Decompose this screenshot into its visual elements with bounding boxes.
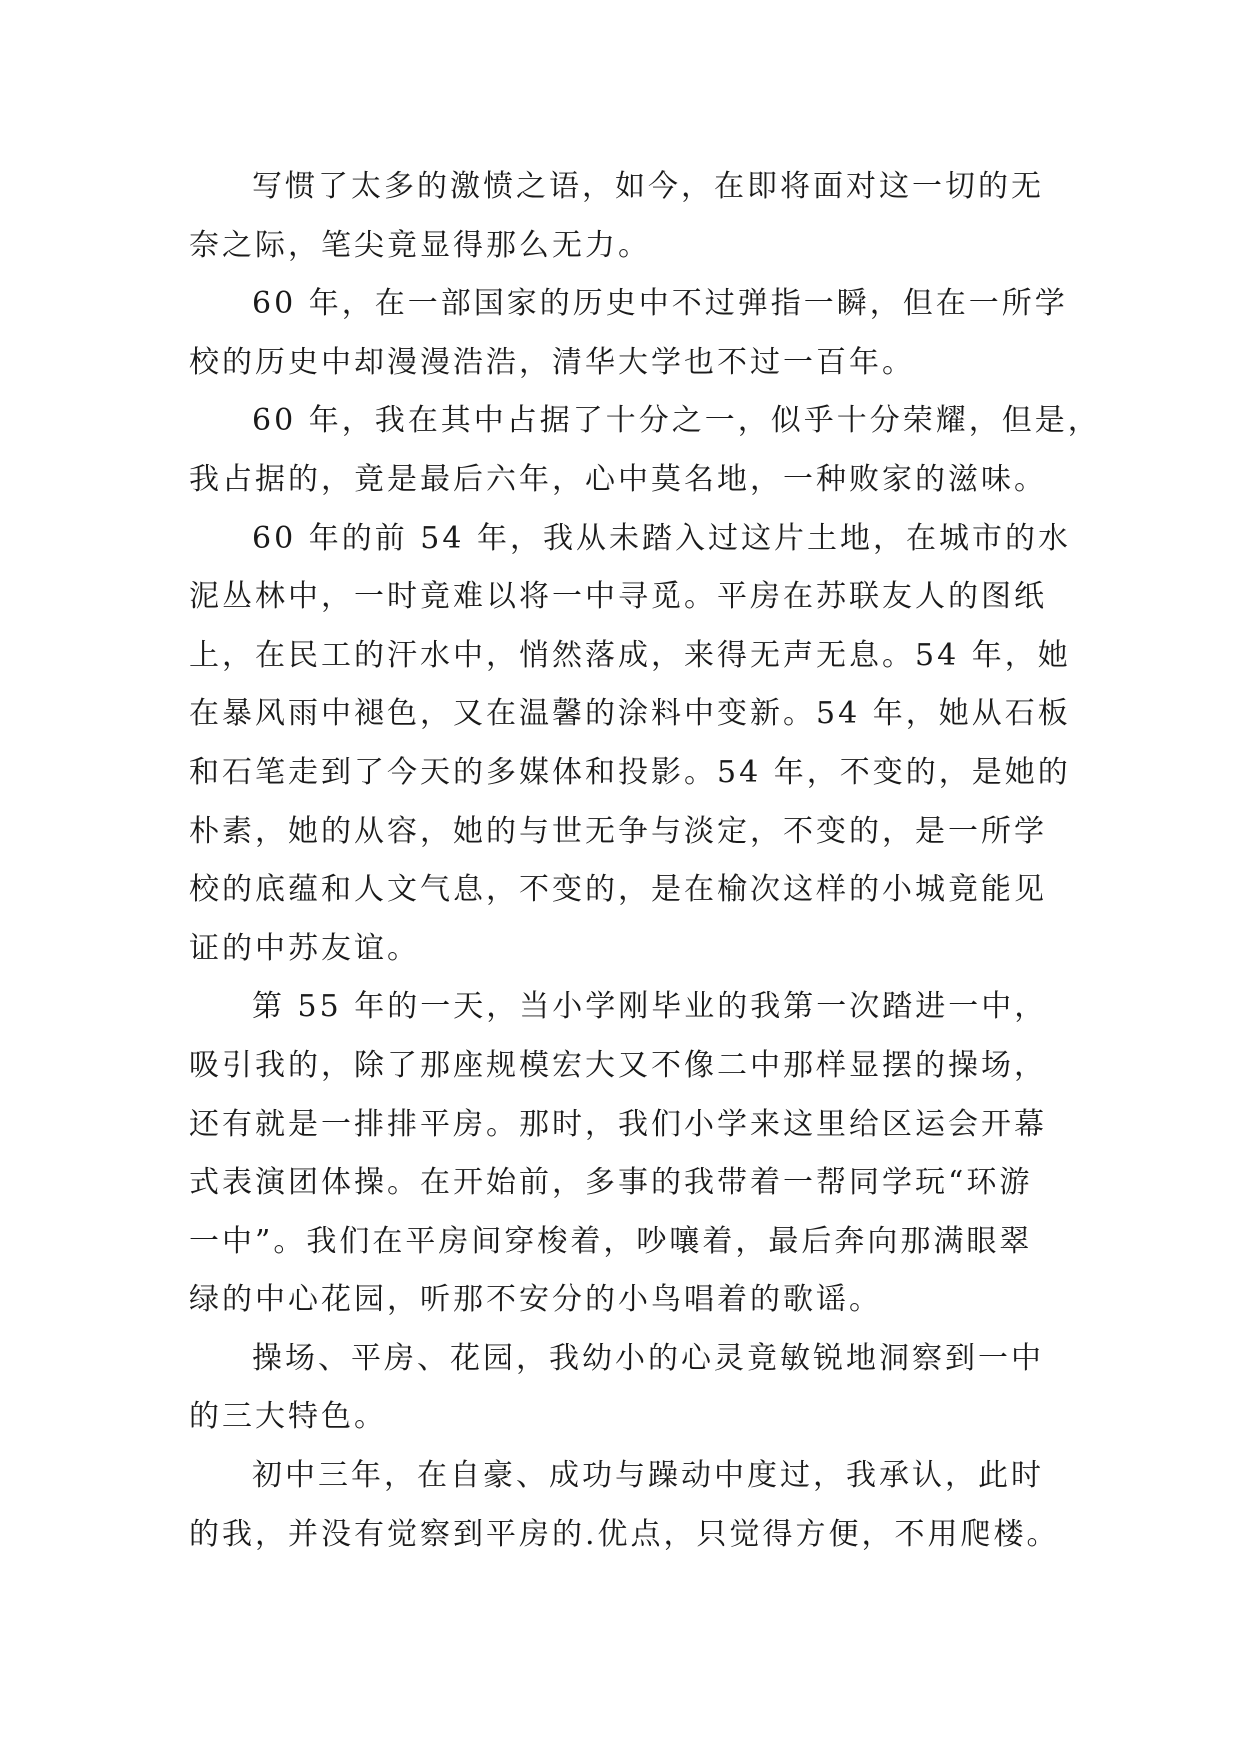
text-line: 在暴风雨中褪色，又在温馨的涂料中变新。54 年，她从石板 [189,696,1071,732]
paragraph-5 [189,978,1057,1330]
text-line: 初中三年，在自豪、成功与躁动中度过，我承认，此时 [252,1458,1044,1494]
text-line: 证的中苏友谊。 [189,930,420,966]
text-line: 的我，并没有觉察到平房的.优点，只觉得方便，不用爬楼。 [189,1516,1060,1552]
text-line: 校的历史中却漫漫浩浩，清华大学也不过一百年。 [189,344,915,380]
text-line: 式表演团体操。在开始前，多事的我带着一帮同学玩“环游 [189,1165,1033,1201]
text-line: 上，在民工的汗水中，悄然落成，来得无声无息。54 年，她 [189,637,1071,673]
text-line: 校的底蕴和人文气息，不变的，是在榆次这样的小城竟能见 [189,872,1047,908]
paragraph-6 [189,1330,1057,1447]
document-body [189,158,1101,1564]
text-line: 的三大特色。 [189,1399,387,1435]
paragraph-2 [189,275,1068,392]
text-line: 还有就是一排排平房。那时，我们小学来这里给区运会开幕 [189,1106,1047,1142]
text-line: 泥丛林中，一时竟难以将一中寻觅。平房在苏联友人的图纸 [189,579,1047,615]
paragraph-7 [189,1447,1060,1564]
text-line: 奈之际，笔尖竟显得那么无力。 [189,227,651,263]
text-line: 吸引我的，除了那座规模宏大又不像二中那样显摆的操场， [189,1047,1047,1083]
text-line: 写惯了太多的激愤之语，如今，在即将面对这一切的无 [252,169,1044,204]
text-line: 一中”。我们在平房间穿梭着，吵嚷着，最后奔向那满眼翠 [189,1223,1033,1259]
text-line: 朴素，她的从容，她的与世无争与淡定，不变的，是一所学 [189,813,1047,849]
text-line: 绿的中心花园，听那不安分的小鸟唱着的歌谣。 [189,1282,882,1318]
paragraph-4 [189,510,1071,979]
text-line: 操场、平房、花园，我幼小的心灵竟敏锐地洞察到一中 [252,1340,1044,1376]
text-line: 60 年，我在其中占据了十分之一，似乎十分荣耀，但是， [252,403,1101,439]
paragraph-1 [189,158,1057,275]
text-line: 60 年的前 54 年，我从未踏入过这片土地，在城市的水 [252,520,1071,556]
text-line: 和石笔走到了今天的多媒体和投影。54 年，不变的，是她的 [189,754,1071,790]
text-line: 60 年，在一部国家的历史中不过弹指一瞬，但在一所学 [252,286,1068,322]
text-line: 第 55 年的一天，当小学刚毕业的我第一次踏进一中， [252,989,1048,1025]
paragraph-3 [189,392,1101,509]
text-line: 我占据的，竟是最后六年，心中莫名地，一种败家的滋味。 [189,461,1047,497]
